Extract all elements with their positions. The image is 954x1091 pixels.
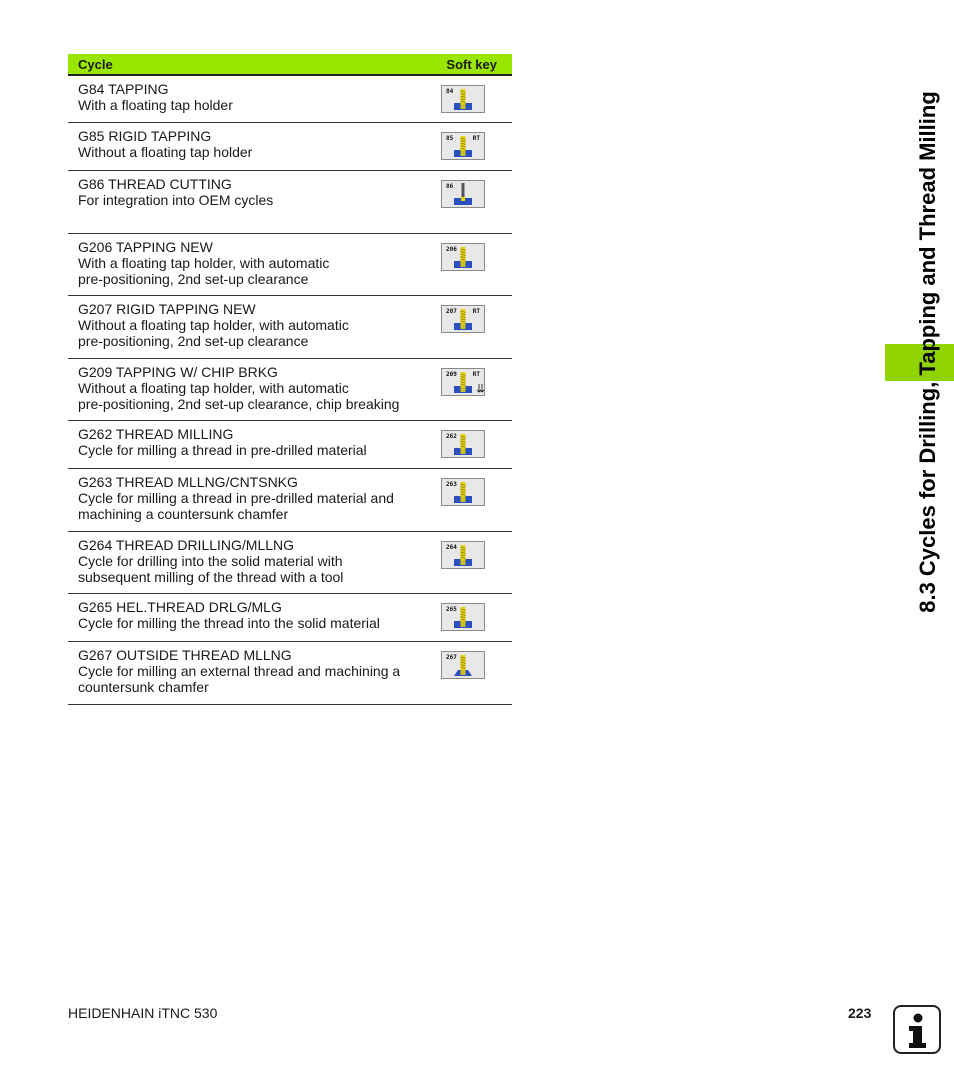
softkey-rt-label: RT	[472, 308, 480, 315]
softkey-number: 86	[446, 183, 454, 190]
cycle-detail-line: Without a floating tap holder, with automatic	[78, 317, 349, 333]
tapping-new-softkey-icon[interactable]	[441, 243, 485, 271]
softkey-number: 84	[446, 88, 454, 95]
cycle-detail-line: pre-positioning, 2nd set-up clearance	[78, 333, 309, 349]
page-number: 223	[848, 1005, 872, 1021]
table-row	[68, 421, 512, 469]
cycle-title: G84 TAPPING	[78, 81, 169, 97]
cycle-title: G209 TAPPING W/ CHIP BRKG	[78, 364, 278, 380]
header-cycle: Cycle	[78, 56, 113, 72]
cycle-detail-line: Cycle for milling a thread in pre-drilled material and	[78, 490, 394, 506]
table-row	[68, 594, 512, 642]
cycle-description	[78, 128, 428, 160]
cycle-title: G265 HEL.THREAD DRLG/MLG	[78, 599, 282, 615]
cycle-title: G206 TAPPING NEW	[78, 239, 213, 255]
chapter-title: 8.3 Cycles for Drilling, Tapping and Thread Milling	[915, 91, 940, 613]
cycle-table	[68, 54, 512, 705]
tapping-softkey-icon[interactable]	[441, 85, 485, 113]
softkey-number: 209	[446, 371, 457, 378]
cycle-detail-line: Cycle for milling an external thread and machining a	[78, 663, 401, 679]
cycle-description	[78, 176, 428, 208]
cycle-detail-line: With a floating tap holder	[78, 97, 233, 113]
cycle-title: G262 THREAD MILLING	[78, 426, 234, 442]
cycle-title: G267 OUTSIDE THREAD MLLNG	[78, 647, 292, 663]
cycle-detail-line: Without a floating tap holder, with automatic	[78, 380, 349, 396]
cycle-description	[78, 537, 428, 585]
thread-countersink-softkey-icon[interactable]	[441, 478, 485, 506]
table-row	[68, 123, 512, 171]
table-row	[68, 234, 512, 296]
header-softkey: Soft key	[446, 56, 497, 72]
cycle-description	[78, 599, 428, 631]
cycle-detail-line: pre-positioning, 2nd set-up clearance, chip breaking	[78, 396, 400, 412]
table-row	[68, 171, 512, 234]
table-row	[68, 296, 512, 359]
cycle-detail-line: countersunk chamfer	[78, 679, 209, 695]
cycle-detail-line: Cycle for drilling into the solid material with	[78, 553, 343, 569]
table-row	[68, 359, 512, 421]
cycle-detail-line: subsequent milling of the thread with a tool	[78, 569, 344, 585]
outside-thread-softkey-icon[interactable]	[441, 651, 485, 679]
helical-thread-softkey-icon[interactable]	[441, 603, 485, 631]
cycle-description	[78, 474, 428, 522]
rigid-tapping-new-softkey-icon[interactable]	[441, 305, 485, 333]
cycle-description	[78, 364, 428, 412]
cycle-title: G85 RIGID TAPPING	[78, 128, 212, 144]
softkey-number: 85	[446, 135, 454, 142]
table-row	[68, 76, 512, 123]
cycle-title: G207 RIGID TAPPING NEW	[78, 301, 256, 317]
footer-product: HEIDENHAIN iTNC 530	[68, 1005, 218, 1021]
cycle-title: G86 THREAD CUTTING	[78, 176, 232, 192]
cycle-title: G264 THREAD DRILLING/MLLNG	[78, 537, 295, 553]
cycle-detail-line: Cycle for milling a thread in pre-drilled material	[78, 442, 367, 458]
cycle-description	[78, 647, 428, 695]
cycle-detail-line: For integration into OEM cycles	[78, 192, 274, 208]
softkey-number: 265	[446, 606, 457, 613]
cycle-detail-line: machining a countersunk chamfer	[78, 506, 289, 522]
softkey-rt-label: RT	[472, 135, 480, 142]
softkey-number: 267	[446, 654, 457, 661]
cycle-detail-line: pre-positioning, 2nd set-up clearance	[78, 271, 309, 287]
cycle-title: G263 THREAD MLLNG/CNTSNKG	[78, 474, 298, 490]
thread-milling-softkey-icon[interactable]	[441, 430, 485, 458]
softkey-number: 264	[446, 544, 457, 551]
softkey-number: 263	[446, 481, 457, 488]
table-header	[68, 54, 512, 76]
cycle-detail-line: With a floating tap holder, with automatic	[78, 255, 330, 271]
softkey-number: 206	[446, 246, 457, 253]
table-row	[68, 642, 512, 705]
table-row	[68, 469, 512, 532]
softkey-number: 207	[446, 308, 457, 315]
cycle-detail-line: Without a floating tap holder	[78, 144, 253, 160]
softkey-number: 262	[446, 433, 457, 440]
cycle-description	[78, 426, 428, 458]
cycle-description	[78, 239, 428, 287]
info-icon	[893, 1005, 941, 1054]
table-row	[68, 532, 512, 594]
softkey-rt-label: RT	[472, 371, 480, 378]
chip-breaking-softkey-icon[interactable]	[441, 368, 485, 396]
rigid-tapping-softkey-icon[interactable]	[441, 132, 485, 160]
thread-cutting-softkey-icon[interactable]	[441, 180, 485, 208]
cycle-description	[78, 81, 428, 113]
thread-drilling-softkey-icon[interactable]	[441, 541, 485, 569]
cycle-description	[78, 301, 428, 349]
cycle-detail-line: Cycle for milling the thread into the solid material	[78, 615, 380, 631]
